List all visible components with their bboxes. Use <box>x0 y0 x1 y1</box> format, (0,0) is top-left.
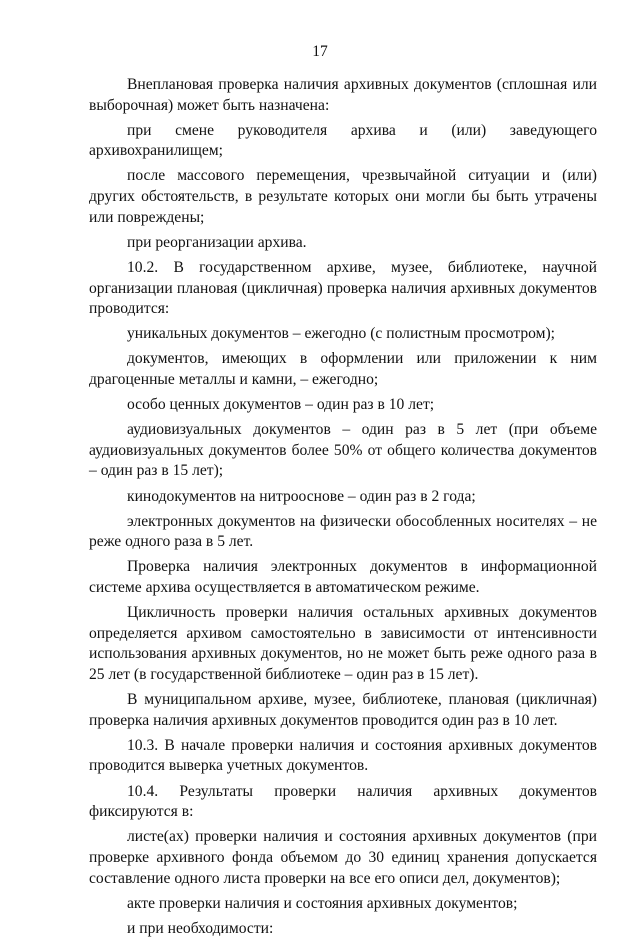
paragraph-especially-valuable: особо ценных документов – один раз в 10 лет; <box>127 396 435 414</box>
paragraph-electronic-media: электронных документов на физически обособленных носителях – не реже одного раза в 5 лет. <box>89 512 597 551</box>
paragraph-unscheduled-check: Внеплановая проверка наличия архивных документов (сплошная или выборочная) может быть назначена: <box>89 76 597 114</box>
paragraph-cyclicity: Цикличность проверки наличия остальных архивных документов определяется архивом самостоятельно в зависимости от интенсивности использования архивных документов, но не может быть реже одного раза в 25 лет (в государственной библиотеке – один раз в 15 лет). <box>89 604 597 683</box>
paragraph-mass-relocation: после массового перемещения, чрезвычайной ситуации и (или) других обстоятельств, в результате которых они могли бы быть утрачены или повреждены; <box>89 167 597 226</box>
paragraph-if-necessary: и при необходимости: <box>127 919 274 937</box>
paragraph-10-4: 10.4. Результаты проверки наличия архивных документов фиксируются в: <box>89 782 597 821</box>
paragraph-precious-metals: документов, имеющих в оформлении или приложении к ним драгоценные металлы и камни, – ежегодно; <box>89 350 597 388</box>
document-body <box>89 75 597 944</box>
paragraph-check-sheets: листе(ах) проверки наличия и состояния архивных документов (при проверке архивного фонда объемом до 30 единиц хранения допускается составление одного листа проверки на все его описи дел, документов); <box>89 828 597 887</box>
paragraph-municipal-archive: В муниципальном архиве, музее, библиотеке, плановая (цикличная) проверка наличия архивных документов проводится один раз в 10 лет. <box>89 691 597 729</box>
paragraph-unique-documents: уникальных документов – ежегодно (с полистным просмотром); <box>127 325 556 343</box>
paragraph-audiovisual: аудиовизуальных документов – один раз в 5 лет (при объеме аудиовизуальных документов более 50% от общего количества документов – один раз в 15 лет); <box>89 421 597 480</box>
paragraph-10-3: 10.3. В начале проверки наличия и состояния архивных документов проводится выверка учетных документов. <box>89 736 597 775</box>
paragraph-reorganization: при реорганизации архива. <box>127 233 307 251</box>
paragraph-information-system: Проверка наличия электронных документов в информационной системе архива осуществляется в автоматическом режиме. <box>89 558 597 597</box>
paragraph-nitrate-film: кинодокументов на нитрооснове – один раз в 2 года; <box>127 487 476 505</box>
paragraph-10-2: 10.2. В государственном архиве, музее, библиотеке, научной организации плановая (цикличная) проверка наличия архивных документов проводится: <box>89 258 597 318</box>
page-number: 17 <box>312 43 328 60</box>
paragraph-check-act: акте проверки наличия и состояния архивных документов; <box>127 894 518 912</box>
paragraph-change-of-head: при смене руководителя архива и (или) заведующего архивохранилищем; <box>89 121 597 160</box>
